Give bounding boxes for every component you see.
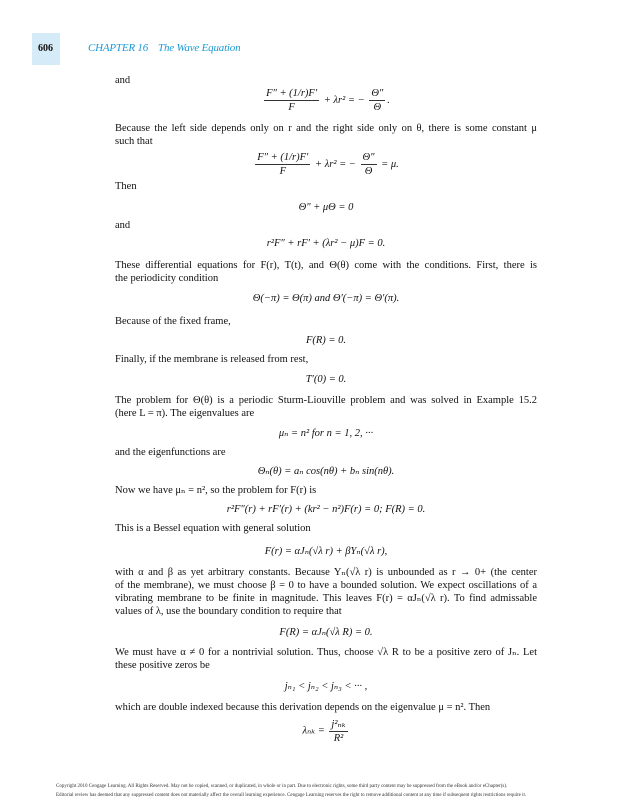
text-line: Because the left side depends only on r and the right side only on θ, there is some constant μ: [115, 123, 537, 134]
equation-text: .: [387, 94, 390, 106]
text-line: Then: [115, 181, 137, 192]
equation: Θ(−π) = Θ(π) and Θ′(−π) = Θ′(π).: [252, 293, 400, 304]
copyright-line: Copyright 2010 Cengage Learning. All Rights Reserved. May not be copied, scanned, or duplicated, in whole or in part. Due to electronic rights, some third party content may be suppressed from the eBook and/or eChapter(s).: [56, 784, 508, 789]
fraction-numerator: Θ″: [371, 88, 384, 99]
text-line: such that: [115, 136, 153, 147]
paragraph: [115, 566, 537, 618]
equation: T′(0) = 0.: [305, 374, 347, 385]
equation: F(r) = αJₙ(√λ r) + βYₙ(√λ r),: [264, 546, 388, 557]
fraction-numerator: F″ + (1/r)F′: [266, 88, 318, 99]
text-line: of the membrane), we must choose β = 0 to have a bounded solution. We expect oscillations of a: [115, 580, 537, 591]
equation: jₙ₁ < jₙ₂ < jₙ₃ < ··· ,: [284, 681, 368, 692]
paragraph: [115, 74, 537, 87]
equation: r²F″(r) + rF′(r) + (kr² − n²)F(r) = 0; F(R) = 0.: [226, 504, 426, 515]
fraction-denominator: R²: [333, 733, 344, 744]
text-line: the periodicity condition: [115, 273, 219, 284]
copyright-line: Editorial review has deemed that any suppressed content does not materially affect the overall learning experience. Cengage Learning reserves the right to remove additional content at any time if subsequent rights restrictions require it.: [56, 793, 527, 798]
paragraph: [115, 315, 537, 328]
equation: Θ″ + μΘ = 0: [298, 202, 354, 213]
paragraph: [115, 180, 537, 193]
paragraph: [115, 353, 537, 366]
equation-text: + λr² = −: [323, 94, 365, 106]
paragraph: [115, 446, 537, 459]
fraction-numerator: j²ₙₖ: [331, 719, 346, 730]
text-line: these positive zeros be: [115, 660, 210, 671]
text-line: Finally, if the membrane is released from rest,: [115, 354, 309, 365]
fraction-numerator: F″ + (1/r)F′: [257, 152, 309, 163]
equation-text: + λr² = −: [314, 158, 356, 170]
equation-separation: [115, 88, 537, 113]
running-header: [88, 42, 250, 54]
text-line: and the eigenfunctions are: [115, 447, 226, 458]
text-line: and: [115, 75, 131, 86]
text-line: This is a Bessel equation with general solution: [115, 523, 311, 534]
equation-constant: [115, 152, 537, 177]
text-line: These differential equations for F(r), T(t), and Θ(θ) come with the conditions. First, there is: [115, 260, 537, 271]
text-line: The problem for Θ(θ) is a periodic Sturm-Liouville problem and was solved in Example 15.2: [115, 395, 537, 406]
paragraph: [115, 646, 537, 672]
text-line: values of λ, use the boundary condition to require that: [115, 606, 342, 617]
fraction-denominator: Θ: [373, 102, 382, 113]
paragraph: [115, 522, 537, 535]
equation-eigenvalue: [115, 718, 537, 744]
text-line: (here L = π). The eigenvalues are: [115, 408, 255, 419]
paragraph: [115, 701, 537, 714]
paragraph: [115, 219, 537, 232]
paragraph: [115, 484, 537, 497]
equation: r²F″ + rF′ + (λr² − μ)F = 0.: [266, 238, 386, 249]
text-line: We must have α ≠ 0 for a nontrivial solution. Thus, choose √λ R to be a positive zero of Jₙ. Let: [115, 647, 537, 658]
paragraph: [115, 259, 537, 285]
text-line: with α and β as yet arbitrary constants. Because Yₙ(√λ r) is unbounded as r → 0+ (the center: [115, 567, 537, 578]
fraction-denominator: F: [279, 166, 287, 177]
chapter-label: CHAPTER 16: [88, 42, 149, 54]
page-number: 606: [38, 43, 53, 54]
equation-text: = μ.: [381, 158, 399, 170]
text-line: and: [115, 220, 131, 231]
fraction-denominator: Θ: [364, 166, 373, 177]
fraction-numerator: Θ″: [362, 152, 375, 163]
paragraph: [115, 394, 537, 420]
equation: F(R) = αJₙ(√λ R) = 0.: [279, 627, 373, 638]
chapter-title: The Wave Equation: [158, 42, 241, 54]
text-line: which are double indexed because this derivation depends on the eigenvalue μ = n². Then: [115, 702, 491, 713]
paragraph: [115, 122, 537, 148]
text-line: Now we have μₙ = n², so the problem for F(r) is: [115, 485, 317, 496]
text-line: Because of the fixed frame,: [115, 316, 231, 327]
fraction-denominator: F: [288, 102, 295, 113]
equation: Θₙ(θ) = aₙ cos(nθ) + bₙ sin(nθ).: [257, 466, 395, 477]
equation: μₙ = n² for n = 1, 2, ···: [278, 428, 374, 439]
text-line: vibrating membrane to be finite in magnitude. This leaves F(r) = αJₙ(√λ r). To find admissable: [115, 593, 537, 604]
equation: F(R) = 0.: [305, 335, 347, 346]
equation-text: λₙₖ =: [302, 725, 325, 737]
